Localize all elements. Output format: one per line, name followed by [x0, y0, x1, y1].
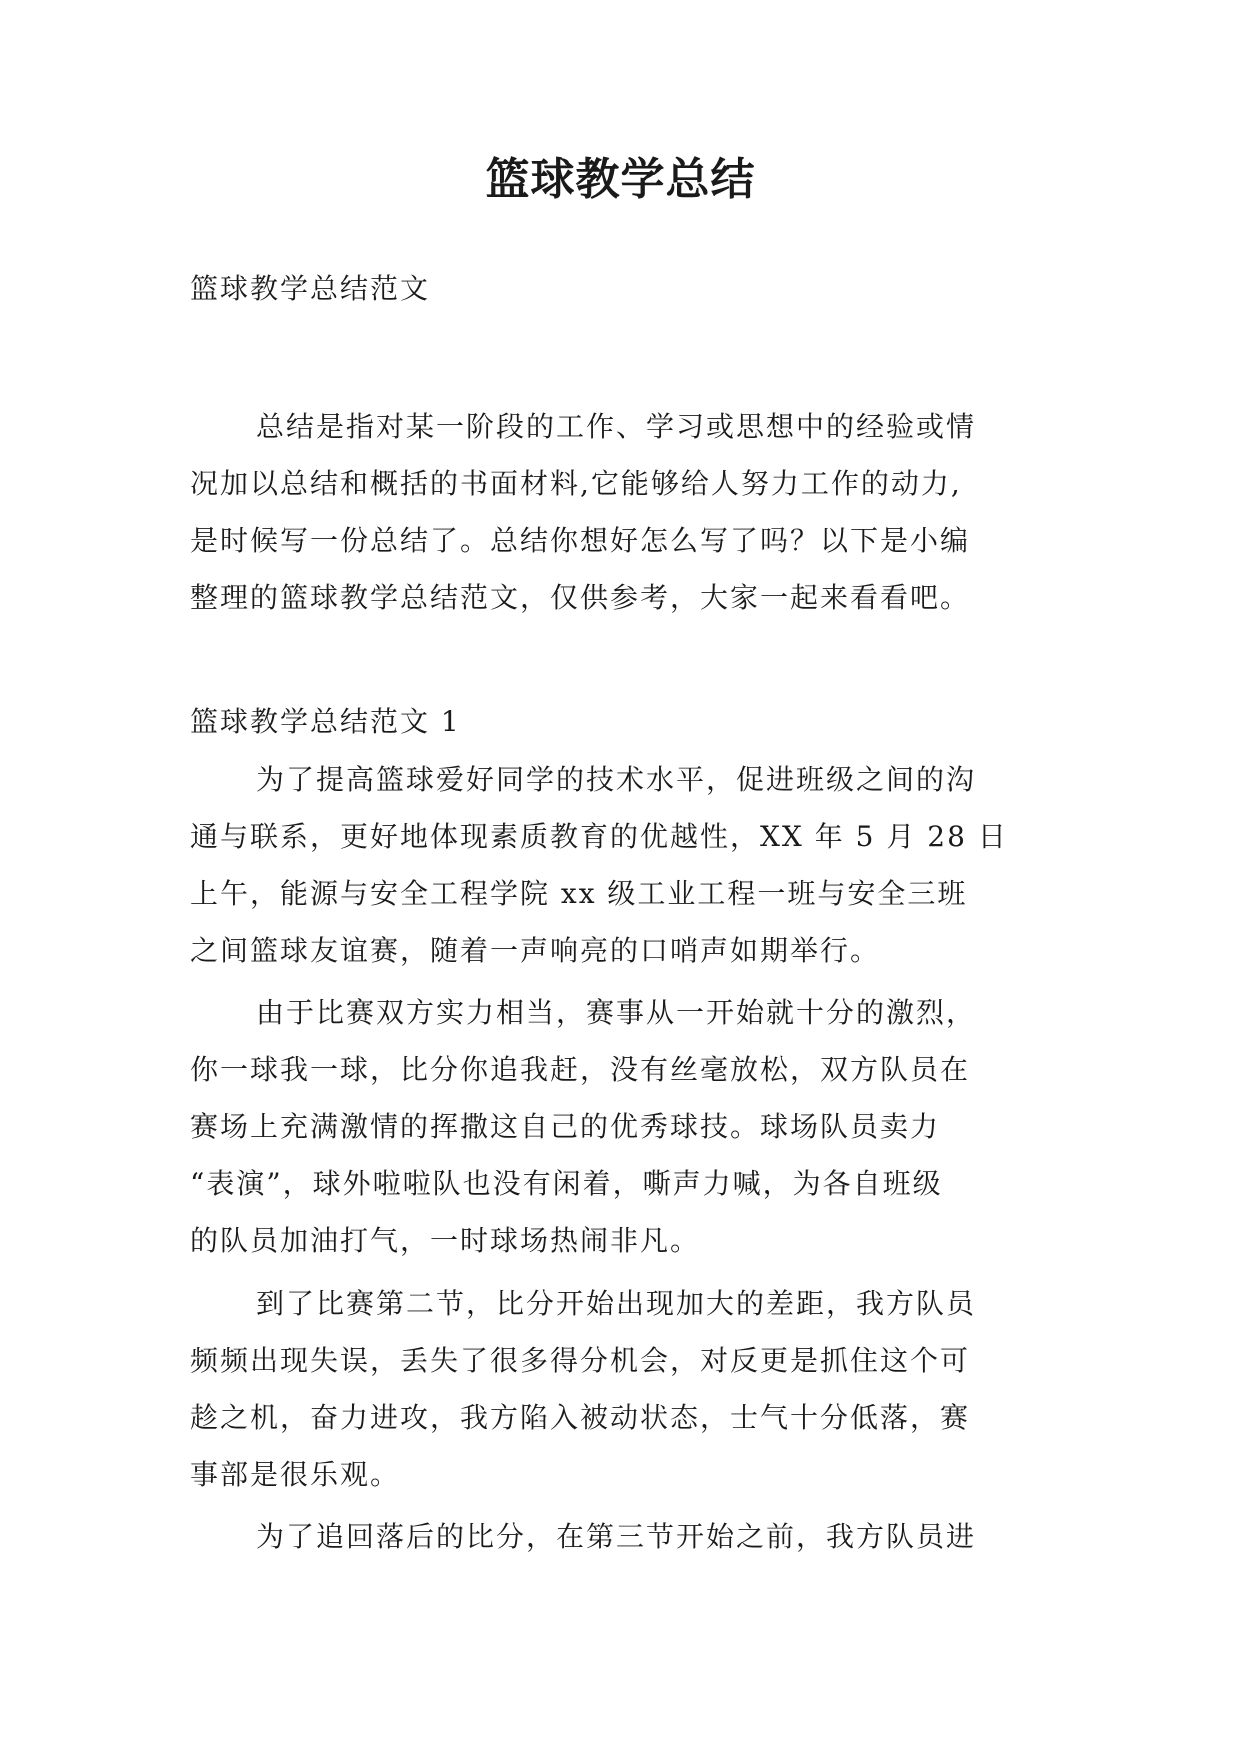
paragraph-line: 为了追回落后的比分，在第三节开始之前，我方队员进 — [256, 1520, 977, 1553]
intro-line: 是时候写一份总结了。总结你想好怎么写了吗？以下是小编 — [190, 524, 971, 557]
paragraph-line: 赛场上充满激情的挥撒这自己的优秀球技。球场队员卖力 — [190, 1110, 941, 1143]
paragraph-line: 为了提高篮球爱好同学的技术水平，促进班级之间的沟 — [256, 763, 977, 796]
paragraph-line: 之间篮球友谊赛，随着一声响亮的口哨声如期举行。 — [190, 934, 881, 967]
paragraph-line: 趁之机，奋力进攻，我方陷入被动状态，士气十分低落，赛 — [190, 1401, 971, 1434]
document-title: 篮球教学总结 — [485, 154, 756, 205]
paragraph-line: 你一球我一球，比分你追我赶，没有丝毫放松，双方队员在 — [190, 1053, 971, 1086]
paragraph-line: 通与联系，更好地体现素质教育的优越性，XX 年 5 月 28 日 — [190, 820, 1008, 853]
paragraph-line: “表演”，球外啦啦队也没有闲着，嘶声力喊，为各自班级 — [190, 1167, 943, 1200]
intro-line: 总结是指对某一阶段的工作、学习或思想中的经验或情 — [256, 410, 977, 443]
section-heading: 篮球教学总结范文 1 — [190, 705, 461, 738]
paragraph-line: 到了比赛第二节，比分开始出现加大的差距，我方队员 — [256, 1287, 977, 1320]
intro-line: 整理的篮球教学总结范文，仅供参考，大家一起来看看吧。 — [190, 581, 971, 614]
paragraph-line: 由于比赛双方实力相当，赛事从一开始就十分的激烈， — [256, 996, 977, 1029]
paragraph-line: 上午，能源与安全工程学院 xx 级工业工程一班与安全三班 — [190, 877, 968, 910]
intro-line: 况加以总结和概括的书面材料,它能够给人努力工作的动力, — [190, 467, 962, 500]
paragraph-line: 频频出现失误，丢失了很多得分机会，对反更是抓住这个可 — [190, 1344, 971, 1377]
document-subtitle: 篮球教学总结范文 — [190, 272, 431, 305]
paragraph-line: 事部是很乐观。 — [190, 1458, 401, 1491]
paragraph-line: 的队员加油打气，一时球场热闹非凡。 — [190, 1224, 701, 1257]
